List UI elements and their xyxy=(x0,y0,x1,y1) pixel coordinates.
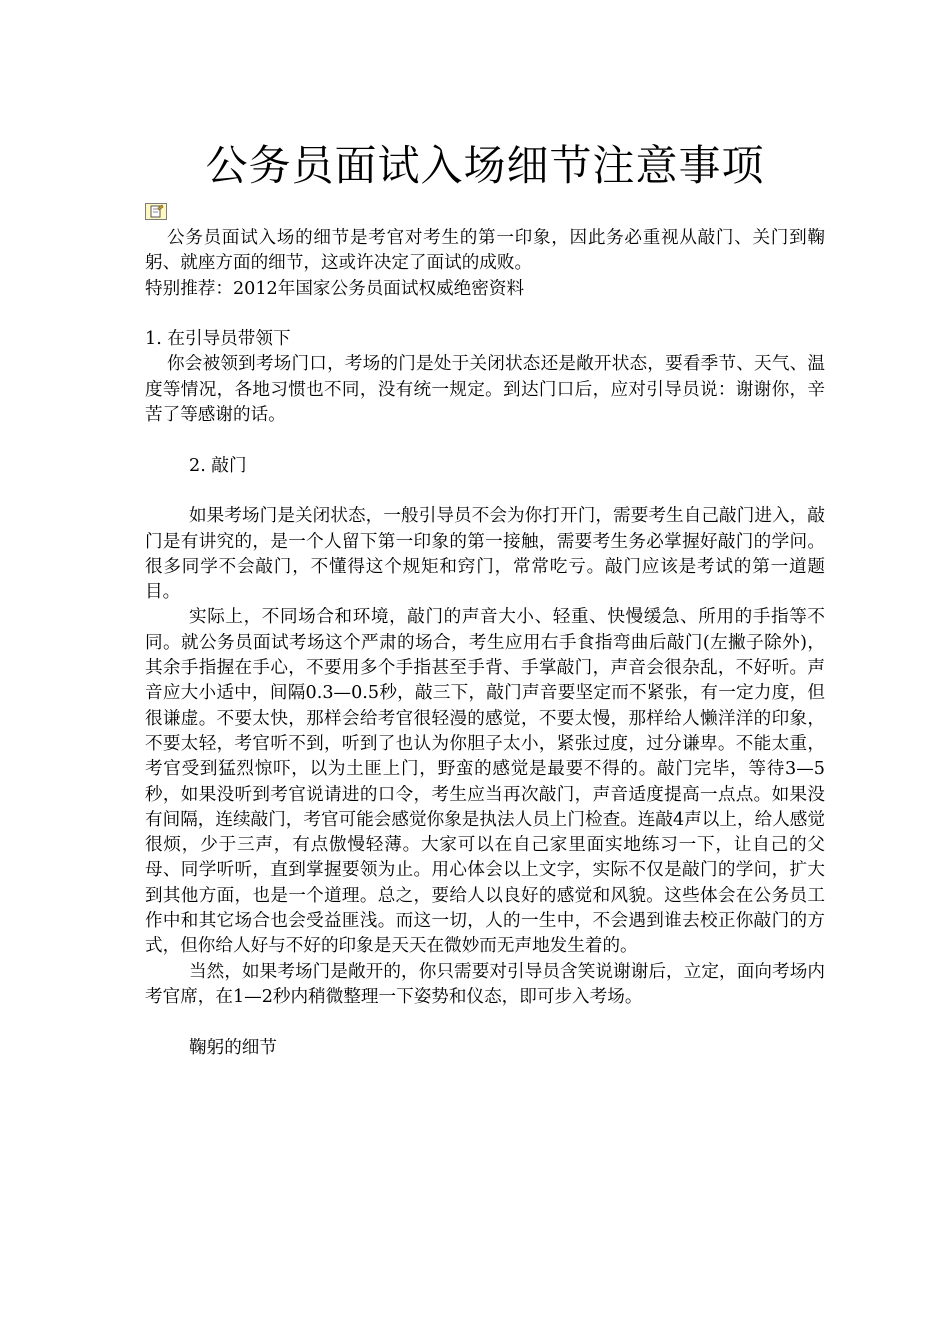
recommend-line[interactable]: 特别推荐：2012年国家公务员面试权威绝密资料 xyxy=(145,278,525,299)
document-title: 公务员面试入场细节注意事项 xyxy=(205,141,765,190)
guide-paragraph: 你会被领到考场门口，考场的门是处于关闭状态还是敞开状态，要看季节、天气、温度等情况，各地习惯也不同，没有统一规定。到达门口后，应对引导员说：谢谢你，辛苦了等感谢的话。 xyxy=(145,354,825,426)
section-heading-bow: 鞠躬的细节 xyxy=(189,1037,277,1058)
intro-paragraph: 公务员面试入场的细节是考官对考生的第一印象，因此务必重视从敲门、关门到鞠躬、就座方面的细节，这或许决定了面试的成败。 xyxy=(145,228,825,274)
knock-paragraph-2: 实际上，不同场合和环境，敲门的声音大小、轻重、快慢缓急、所用的手指等不同。就公务员面试考场这个严肃的场合，考生应用右手食指弯曲后敲门(左撇子除外)，其余手指握在手心，不要用多个手指甚至手背、手掌敲门，声音会很杂乱，不好听。声音应大小适中，间隔0.3—0.5秒，敲三下，敲门声音要坚定而不紧张，有一定力度，但很谦虚。不要太快，那样会给考官很轻漫的感觉，不要太慢，那样给人懒洋洋的印象，不要太轻，考官听不到，听到了也认为你胆子太小，紧张过度，过分谦卑。不能太重，考官受到猛烈惊吓，以为土匪上门，野蛮的感觉是最要不得的。敲门完毕，等待3—5秒，如果没听到考官说请进的口令，考生应当再次敲门，声音适度提高一点点。如果没有间隔，连续敲门，考官可能会感觉你象是执法人员上门检查。连敲4声以上，给人感觉很烦，少于三声，有点傲慢轻薄。大家可以在自己家里面实地练习一下，让自己的父母、同学听听，直到掌握要领为止。用心体会以上文字，实际不仅是敲门的学问，扩大到其他方面，也是一个道理。总之，要给人以良好的感觉和风貌。这些体会在公务员工作中和其它场合也会受益匪浅。而这一切，人的一生中，不会遇到谁去校正你敲门的方式，但你给人好与不好的印象是天天在微妙而无声地发生着的。 xyxy=(145,607,825,957)
document-link-icon[interactable] xyxy=(145,203,167,220)
document-body xyxy=(145,226,825,1061)
section-heading-guide: 1. 在引导员带领下 xyxy=(145,329,291,350)
knock-paragraph-1: 如果考场门是关闭状态，一般引导员不会为你打开门，需要考生自己敲门进入，敲门是有讲究的，是一个人留下第一印象的第一接触，需要考生务必掌握好敲门的学问。很多同学不会敲门，不懂得这个规矩和窍门，常常吃亏。敲门应该是考试的第一道题目。 xyxy=(145,506,825,603)
knock-paragraph-3: 当然，如果考场门是敞开的，你只需要对引导员含笑说谢谢后，立定，面向考场内考官席，在1—2秒内稍微整理一下姿势和仪态，即可步入考场。 xyxy=(145,961,825,1007)
section-heading-knock: 2. 敲门 xyxy=(189,455,247,476)
